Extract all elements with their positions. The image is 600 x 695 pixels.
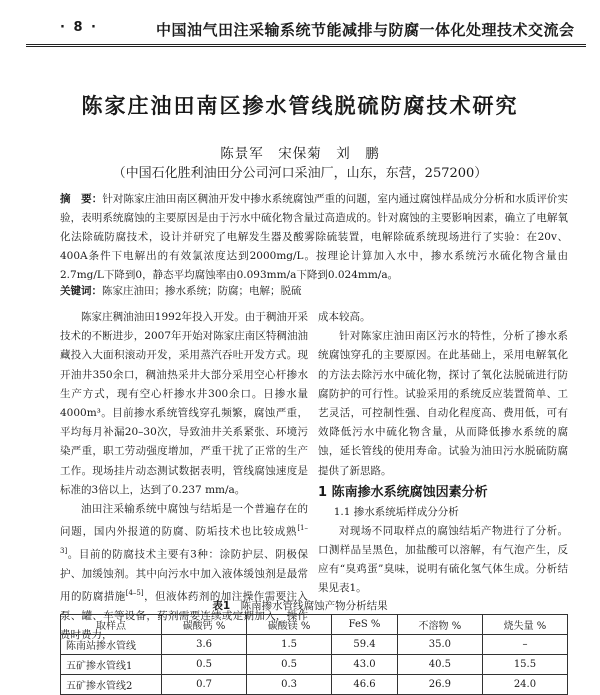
table-header-cell: 取样点 (61, 615, 162, 635)
affiliation: （中国石化胜利油田分公司河口采油厂，山东，东营，257200） (112, 166, 488, 181)
intro-p2-text-b: 。目前的防腐技术主要有3种：涂防护层、阴极保护、加缓蚀剂。其中向污水中加入液体缓蚀剂是最常用的防腐措施 (60, 548, 308, 603)
journal-name: 中国油气田注采输系统节能减排与防腐一体化处理技术交流会 (156, 21, 575, 39)
section-heading-1: 1 陈南掺水系统腐蚀因素分析 (318, 484, 488, 500)
left-column (60, 308, 308, 645)
table-cell: 陈南站掺水管线 (61, 635, 162, 655)
section1-paragraph: 对现场不同取样点的腐蚀结垢产物进行了分析。口测样品呈黑色，加盐酸可以溶解，有气泡产生，反应有“臭鸡蛋”臭味，说明有硫化氢气体生成。分析结果见表1。 (318, 524, 568, 595)
keywords-text: 陈家庄油田；掺水系统；防腐；电解；脱硫 (102, 285, 302, 297)
table-cell: 24.0 (482, 675, 567, 695)
table-cell: 35.0 (397, 635, 482, 655)
table-title: 陈南掺水管线腐蚀产物分析结果 (240, 600, 388, 612)
page-number: · 8 · (60, 20, 98, 35)
citation-1-3: [1–3] (60, 524, 308, 555)
table-cell: – (482, 635, 567, 655)
table-cell: 26.9 (397, 675, 482, 695)
authors: 陈景军 宋保菊 刘 鹏 (220, 146, 380, 162)
table-cell: 59.4 (332, 635, 398, 655)
table-cell: 0.3 (247, 675, 332, 695)
table-header-cell: 烧失量 % (482, 615, 567, 635)
table-cell: 46.6 (332, 675, 398, 695)
table-label: 表1 (212, 600, 231, 612)
abstract-text: 针对陈家庄油田南区稠油开发中掺水系统腐蚀严重的问题，室内通过腐蚀样品成分分析和水质评价实验，表明系统腐蚀的主要原因是由于污水中硫化物含量过高造成的。针对腐蚀的主要影响因素，确立了电解氧化法除硫防腐技术，设计并研究了电解发生器及酸雾除硫装置，电解除硫系统现场进行了实验：在20v、400A条件下电解出的有效氯浓度达到2000mg/L。按理论计算加入水中，掺水系统污水硫化物含量由2.7mg/L下降到0，静态平均腐蚀率由0.093mm/a下降到0.024mm/a。 (60, 193, 569, 281)
table-cell: 五矿掺水管线1 (61, 655, 162, 675)
corrosion-product-table (60, 614, 568, 695)
table-cell: 3.6 (162, 635, 247, 655)
table-cell: 0.7 (162, 675, 247, 695)
abstract (60, 190, 568, 285)
table-cell: 40.5 (397, 655, 482, 675)
paper-title: 陈家庄油田南区掺水管线脱硫防腐技术研究 (81, 94, 519, 118)
table-cell: 15.5 (482, 655, 567, 675)
table-header-cell: 碳酸钙 % (162, 615, 247, 635)
keywords-label: 关键词： (60, 285, 102, 297)
intro-p2-text-c: ，但液体药剂的加注操作需要注入泵、罐、车等设备，药剂需要连续或定期加入，操作费时费力， (60, 590, 308, 641)
table-header-cell: 碳酸镁 % (247, 615, 332, 635)
table-cell: 0.5 (247, 655, 332, 675)
keywords (60, 282, 568, 300)
table-caption (0, 598, 600, 613)
intro-paragraph-1: 陈家庄稠油油田1992年投入开发。由于稠油开采技术的不断进步，2007年开始对陈家庄南区特稠油油藏投入大面积滚动开发，采用蒸汽吞吐开发方式。现开油井350余口，稠油热采井大部分采用空心杆掺水生产方式，现有空心杆掺水井300余口。日掺水量4000m³。目前掺水系统管线穿孔频繁，腐蚀严重，平均每月补漏20–30次，导致油井关系紧张、环境污染严重，职工劳动强度增加，严重干扰了正常的生产工作。现场挂片动态测试数据表明，管线腐蚀速度是标准的3倍以上，达到了0.237 mm/a。 (60, 311, 308, 496)
right-column (318, 308, 568, 599)
intro-p2-continued: 成本较高。 (318, 311, 371, 323)
table-row (61, 635, 568, 655)
abstract-label: 摘 要： (60, 193, 103, 205)
running-header (26, 14, 586, 47)
intro-p2-text-a: 油田注采输系统中腐蚀与结垢是一个普遍存在的问题，国内外报道的防腐、防垢技术也比较成熟 (60, 503, 308, 538)
table-cell: 43.0 (332, 655, 398, 675)
citation-4-5: [4–5] (125, 588, 144, 597)
table-row (61, 675, 568, 695)
table-cell: 0.5 (162, 655, 247, 675)
table-header-cell: FeS % (332, 615, 398, 635)
table-cell: 五矿掺水管线2 (61, 675, 162, 695)
intro-paragraph-3: 针对陈家庄油田南区污水的特性，分析了掺水系统腐蚀穿孔的主要原因。在此基础上，采用电解氧化的方法去除污水中硫化物，探讨了氧化法脱硫进行防腐防护的可行性。试验采用的系统反应装置简单、工艺灵活，可控制性强、自动化程度高、费用低，可有效降低污水中硫化物含量，从而降低掺水系统的腐蚀，延长管线的使用寿命。试验为油田污水脱硫防腐提供了新思路。 (318, 330, 568, 477)
table-header-cell: 不溶物 % (397, 615, 482, 635)
table-row (61, 655, 568, 675)
subsection-heading-1-1: 1.1 掺水系统垢样成分分析 (333, 505, 459, 518)
table-cell: 1.5 (247, 635, 332, 655)
table-header-row (61, 615, 568, 635)
